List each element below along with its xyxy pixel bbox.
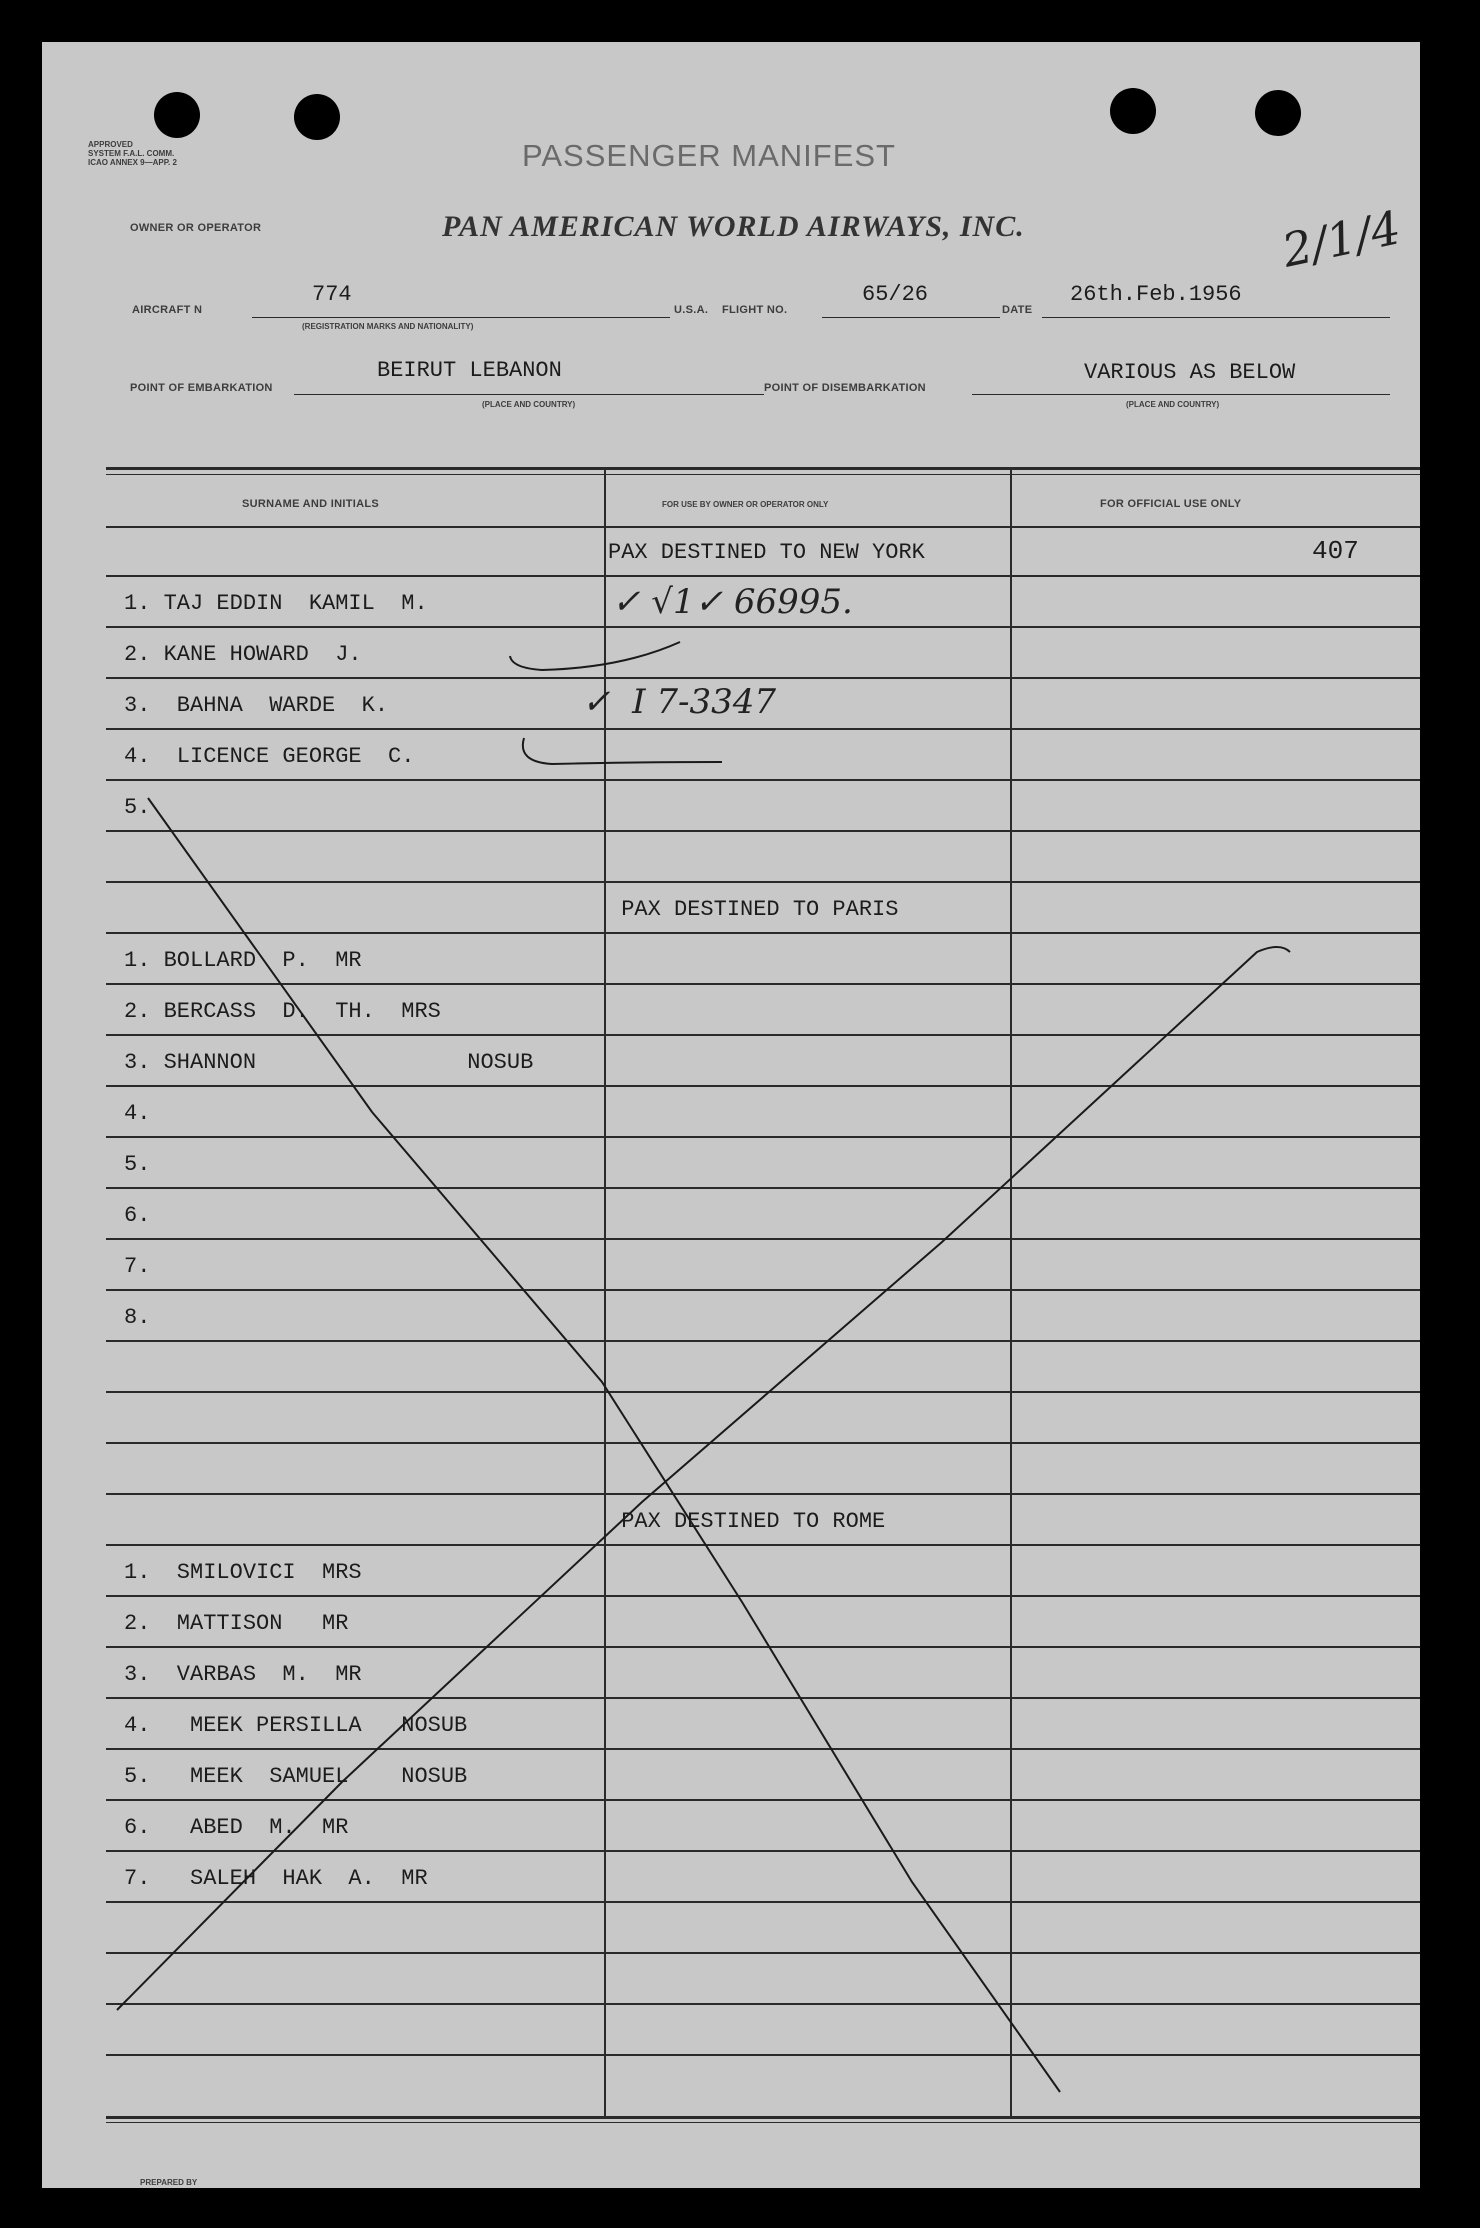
- passenger-name: 1. SMILOVICI MRS: [124, 1560, 362, 1585]
- cancel-stroke-diagonal-1: [148, 798, 1060, 2092]
- passenger-name: 4. MEEK PERSILLA NOSUB: [124, 1713, 468, 1738]
- manifest-form: [42, 42, 1420, 2188]
- column-header-official: FOR OFFICIAL USE ONLY: [1100, 498, 1242, 510]
- approval-line-2: SYSTEM F.A.L. COMM.: [88, 149, 175, 158]
- embark-sublabel: (PLACE AND COUNTRY): [482, 400, 576, 409]
- cancellation-strokes: [42, 42, 1420, 2188]
- passenger-name: 4. LICENCE GEORGE C.: [124, 744, 415, 769]
- approval-line-3: ICAO ANNEX 9—APP. 2: [88, 158, 177, 167]
- passenger-name: 3. VARBAS M. MR: [124, 1662, 362, 1687]
- passenger-name: 6.: [124, 1203, 151, 1228]
- flight-date: 26th.Feb.1956: [1070, 282, 1242, 307]
- form-title: PASSENGER MANIFEST: [522, 138, 896, 173]
- approval-line-1: APPROVED: [88, 140, 133, 149]
- passenger-name: 7. SALEH HAK A. MR: [124, 1866, 428, 1891]
- disembark-label: POINT OF DISEMBARKATION: [764, 382, 926, 394]
- row3-handwritten-note: ✓ I 7-3347: [582, 682, 776, 722]
- corner-handwriting: 2/1/4: [1277, 200, 1406, 278]
- passenger-name: 3. SHANNON NOSUB: [124, 1050, 534, 1075]
- operator-note: PAX DESTINED TO NEW YORK: [608, 540, 925, 565]
- embark-value: BEIRUT LEBANON: [377, 358, 562, 383]
- disembark-value: VARIOUS AS BELOW: [1084, 360, 1296, 385]
- passenger-name: 1. TAJ EDDIN KAMIL M.: [124, 591, 428, 616]
- operator-note: PAX DESTINED TO ROME: [608, 1509, 886, 1534]
- country-label: U.S.A.: [674, 304, 709, 316]
- flight-label: FLIGHT NO.: [722, 304, 788, 316]
- embark-label: POINT OF EMBARKATION: [130, 382, 273, 394]
- operator-note: PAX DESTINED TO PARIS: [608, 897, 899, 922]
- disembark-sublabel: (PLACE AND COUNTRY): [1126, 400, 1220, 409]
- passenger-name: 5.: [124, 795, 151, 820]
- passenger-name: 4.: [124, 1101, 151, 1126]
- passenger-name: 2. MATTISON MR: [124, 1611, 349, 1636]
- aircraft-number: 774: [312, 282, 352, 307]
- column-header-names: SURNAME AND INITIALS: [242, 498, 379, 510]
- passenger-name: 1. BOLLARD P. MR: [124, 948, 362, 973]
- passenger-name: 5. MEEK SAMUEL NOSUB: [124, 1764, 468, 1789]
- row1-handwritten-note: ✓ √1✓ 66995.: [612, 582, 853, 622]
- prepared-by-label: PREPARED BY: [140, 2178, 198, 2187]
- passenger-name: 7.: [124, 1254, 151, 1279]
- cancel-stroke-diagonal-2: [117, 947, 1290, 2010]
- passenger-name: 2. BERCASS D. TH. MRS: [124, 999, 441, 1024]
- aircraft-sublabel: (REGISTRATION MARKS AND NATIONALITY): [302, 322, 474, 331]
- flight-number: 65/26: [862, 282, 929, 307]
- passenger-name: 5.: [124, 1152, 151, 1177]
- passenger-name: 3. BAHNA WARDE K.: [124, 693, 389, 718]
- column-header-operator: FOR USE BY OWNER OR OPERATOR ONLY: [662, 500, 829, 509]
- official-number: 407: [1312, 536, 1359, 566]
- owner-label: OWNER OR OPERATOR: [130, 222, 262, 234]
- scribble-row2: [510, 642, 680, 670]
- passenger-name: 6. ABED M. MR: [124, 1815, 349, 1840]
- scribble-row4: [523, 738, 722, 764]
- date-label-text: DATE: [1002, 304, 1033, 316]
- passenger-name: 2. KANE HOWARD J.: [124, 642, 362, 667]
- passenger-name: 8.: [124, 1305, 151, 1330]
- airline-name: PAN AMERICAN WORLD AIRWAYS, INC.: [442, 210, 1025, 243]
- aircraft-label: AIRCRAFT N: [132, 304, 203, 316]
